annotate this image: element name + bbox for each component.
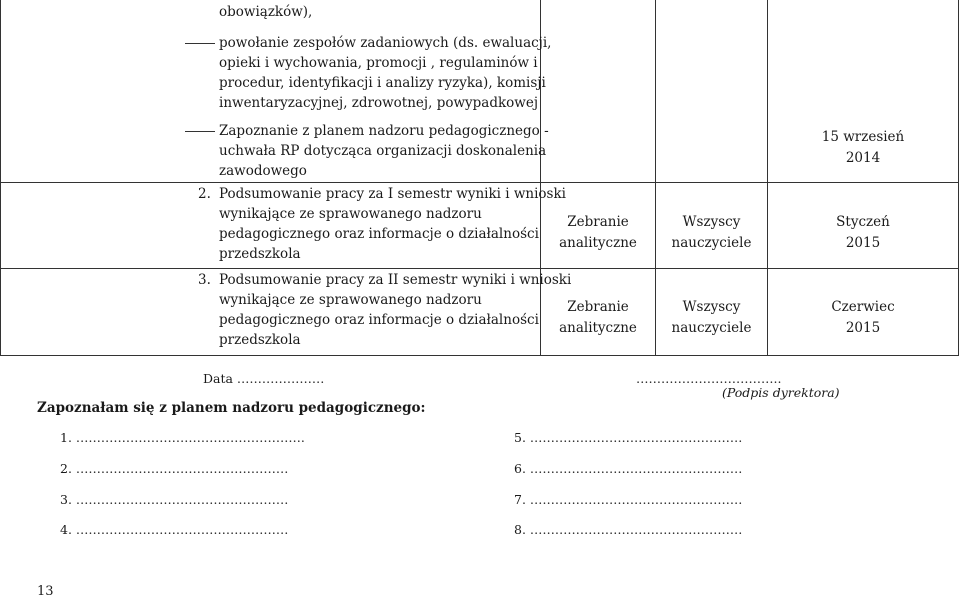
row2-number: 2.: [198, 186, 211, 202]
continued-text: obowiązków),: [219, 4, 313, 20]
row2-line-3: pedagogicznego oraz informacje o działalności: [219, 226, 539, 242]
table-border-right: [958, 0, 959, 356]
row-divider-2: [0, 268, 959, 269]
table-border-left: [0, 0, 1, 356]
list-item: 4. ……………………………………………: [60, 522, 289, 537]
list-item: 1. ……………………………………………….: [60, 430, 305, 445]
table-border-bottom: [0, 355, 959, 356]
item-teams-line-2: opieki i wychowania, promocji , regulaminów i: [219, 55, 538, 71]
list-item: 5. ……………………………………………: [514, 430, 743, 445]
signature-label: (Podpis dyrektora): [722, 385, 840, 400]
row2-date: Styczeń 2015: [836, 214, 890, 251]
item-teams-line-4: inwentaryzacyjnej, zdrowotnej, powypadkowej: [219, 95, 539, 111]
item-plan-line-2: uchwała RP dotycząca organizacji doskonalenia: [219, 143, 547, 159]
list-item: 3. ……………………………………………: [60, 492, 289, 507]
item-plan-line-3: zawodowego: [219, 163, 307, 179]
row-divider-1: [0, 182, 959, 183]
row2-method: Zebranie analityczne: [559, 214, 637, 251]
row2-who: Wszyscy nauczyciele: [671, 214, 752, 251]
row2-line-4: przedszkola: [219, 246, 301, 262]
row3-line-4: przedszkola: [219, 332, 301, 348]
signature-line: ……………………………..: [636, 371, 782, 386]
row3-method: Zebranie analityczne: [559, 299, 637, 336]
row3-line-2: wynikające ze sprawowanego nadzoru: [219, 292, 482, 308]
list-item: 7. ……………………………………………: [514, 492, 743, 507]
dash-bullet-plan: [185, 131, 215, 132]
row2-line-1: Podsumowanie pracy za I semestr wyniki i wnioski: [219, 186, 566, 202]
list-item: 6. ……………………………………………: [514, 461, 743, 476]
row3-date: Czerwiec 2015: [831, 299, 895, 336]
dash-bullet-teams: [185, 43, 215, 44]
item-teams-line-1: powołanie zespołów zadaniowych (ds. ewaluacji,: [219, 35, 552, 51]
row3-line-1: Podsumowanie pracy za II semestr wyniki i wnioski: [219, 272, 572, 288]
list-item: 2. ……………………………………………: [60, 461, 289, 476]
page-number: 13: [37, 584, 54, 599]
date-field: Data …………………: [203, 371, 325, 386]
ack-heading: Zapoznałam się z planem nadzoru pedagogicznego:: [37, 400, 426, 416]
row1-date: 15 wrzesień 2014: [821, 129, 905, 166]
row2-line-2: wynikające ze sprawowanego nadzoru: [219, 206, 482, 222]
row3-line-3: pedagogicznego oraz informacje o działalności: [219, 312, 539, 328]
item-plan-line-1: Zapoznanie z planem nadzoru pedagogicznego -: [219, 123, 549, 139]
row3-number: 3.: [198, 272, 211, 288]
row3-who: Wszyscy nauczyciele: [671, 299, 752, 336]
list-item: 8. ……………………………………………: [514, 522, 743, 537]
item-teams-line-3: procedur, identyfikacji i analizy ryzyka), komisji: [219, 75, 546, 91]
